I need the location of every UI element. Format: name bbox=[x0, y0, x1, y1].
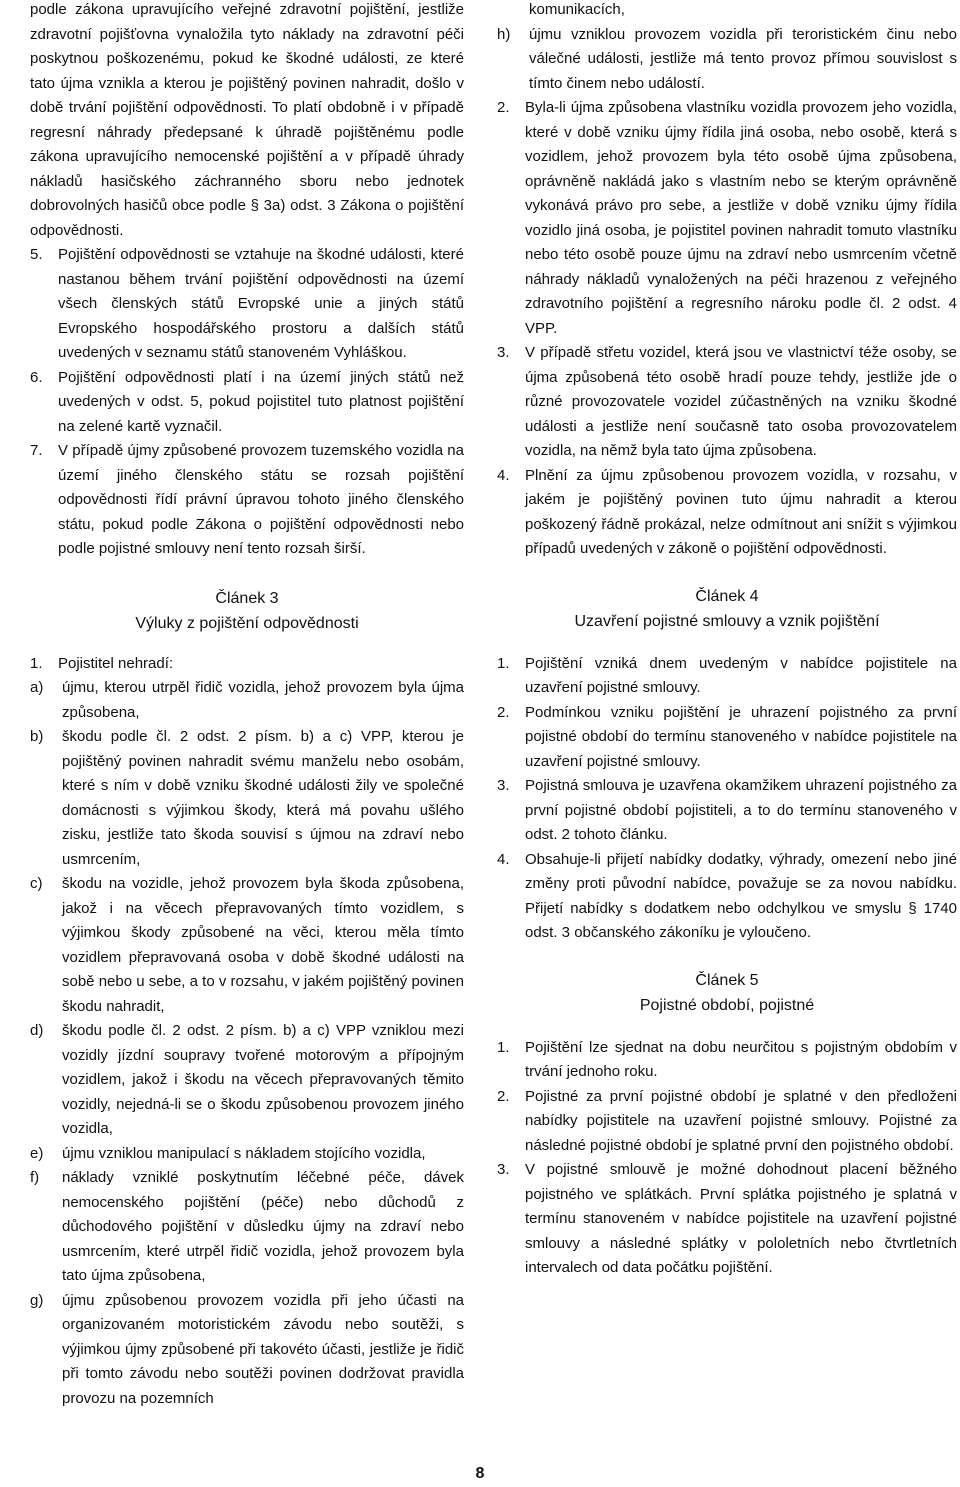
list-item: 3. V případě střetu vozidel, která jsou ve vlastnictví téže osoby, se újma způsobená této osobě hradí pouze tehdy, jestliže jde o různé provozovatele vozidel zúčastněných na vzniku škodné události a jestliže není současně tato osoba provozovatelem vozidla, na němž byla tato újma způsobena. bbox=[497, 344, 957, 459]
sub-item: h) újmu vzniklou provozem vozidla při teroristickém činu nebo válečné události, jestliže má tento provoz přímou souvislost s tímto činem nebo událostí. bbox=[497, 25, 957, 92]
list-item: 3. V pojistné smlouvě je možné dohodnout placení běžného pojistného ve splátkách. První splátka pojistného je splatná v termínu stanoveném v nabídce pojistitele na uzavření pojistné smlouvy a následné splátky v pololetních nebo čtvrtletních intervalech od data počátku pojištění. bbox=[497, 1161, 957, 1276]
continued-paragraph: podle zákona upravujícího veřejné zdravotní pojištění, jestliže zdravotní pojišťovna vynaložila tyto náklady na zdravotní péči poskytnou poškozenému, pokud ke škodné události, ze které tato újma vznikla a kterou je pojištěný povinen nahradit, došlo v době trvání pojištění odpovědnosti. To platí obdobně i v případě regresní náhrady předepsané k úhradě pojištěnému podle zákona upravujícího nemocenské pojištění a v případě úhrady nákladů hasičského záchranného sboru nebo jednotek dobrovolných hasičů obce podle § 3a) odst. 3 Zákona o pojištění odpovědnosti. bbox=[30, 1, 464, 239]
list-item: 2. Byla-li újma způsobena vlastníku vozidla provozem jeho vozidla, které v době vzniku újmy řídila jiná osoba, nebo osobě, která s vozidlem, jehož provozem byla této osobě újma způsobena, oprávněně nakládá jako s vlastním nebo se kterým oprávněně vykonává právo pro sebe, a jestliže v době vzniku újmy řídila vozidlo jiná osoba, je pojistitel povinen nahradit tomuto vlastníku nebo této osobě pouze újmu na zdraví nebo usmrcením včetně náhrady nákladů vynaložených na péči hrazenou z veřejného zdravotního pojištění a regresního nároku podle čl. 2 odst. 4 VPP. bbox=[497, 99, 957, 337]
sub-item: c) škodu na vozidle, jehož provozem byla škoda způsobena, jakož i na věcech přepravovaných tímto vozidlem, s výjimkou škody způsobené na věci, kterou měla tímto vozidlem přepravovaná osoba v době škodné události na sobě nebo u sebe, a to v rozsahu, v jakém pojištěný povinen škodu nahradit, bbox=[30, 875, 464, 1015]
sub-item: d) škodu podle čl. 2 odst. 2 písm. b) a c) VPP vzniklou mezi vozidly jízdní soupravy tvořené motorovým a přípojným vozidlem, jakož i škodu na věcech přepravovaných těmito vozidly, nejedná-li se o škodu způsobenou provozem jiného vozidla, bbox=[30, 1022, 464, 1137]
sub-item: b) škodu podle čl. 2 odst. 2 písm. b) a c) VPP, kterou je pojištěný povinen nahradit svému manželu nebo osobám, které s ním v době vzniku škodné události žily ve společné domácnosti s výjimkou škody, která má povahu ušlého zisku, jestliže tato škoda souvisí s újmou na zdraví nebo usmrcením, bbox=[30, 728, 464, 868]
article-subtitle: Pojistné období, pojistné bbox=[639, 996, 815, 1014]
list-item: 7. V případě újmy způsobené provozem tuzemského vozidla na území jiného členského státu se rozsah pojištění odpovědnosti řídí právní úpravou tohoto jiného členského státu, pokud podle Zákona o pojištění odpovědnosti nebo podle pojistné smlouvy není tento rozsah širší. bbox=[30, 442, 464, 557]
article-subtitle: Uzavření pojistné smlouvy a vznik pojištění bbox=[574, 612, 880, 630]
list-item: 2. Pojistné za první pojistné období je splatné v den předloženi nabídky pojistitele na uzavření pojistné smlouvy. Pojistné za následné pojistné období je splatné první den pojistného období. bbox=[497, 1087, 957, 1154]
list-item: 4. Plnění za újmu způsobenou provozem vozidla, v rozsahu, v jakém je pojištěný povinen tuto újmu nahradit a kterou poškozený řádně prokázal, nelze odmítnout ani snížit s výjimkou případů uvedených v zákoně o pojištění odpovědnosti. bbox=[497, 466, 957, 557]
article-5-heading bbox=[497, 968, 957, 1018]
list-item: 1. Pojištění vzniká dnem uvedeným v nabídce pojistitele na uzavření pojistné smlouvy. bbox=[497, 654, 957, 696]
list-item: 4. Obsahuje-li přijetí nabídky dodatky, výhrady, omezení nebo jiné změny proti původní nabídce, považuje se za novou nabídku. Přijetí nabídky s dodatkem nebo odchylkou ve smyslu § 1740 odst. 3 občanského zákoníku je vyloučeno. bbox=[497, 850, 957, 941]
sub-item: f) náklady vzniklé poskytnutím léčebné péče, dávek nemocenského pojištění (péče) nebo důchodů z důchodového pojištění v důsledku újmy na zdraví nebo usmrcením, které utrpěl řidič vozidla, jehož provozem byla tato újma způsobena, bbox=[30, 1169, 464, 1284]
article-title: Článek 5 bbox=[695, 971, 759, 989]
list-item: 2. Podmínkou vzniku pojištění je uhrazení pojistného za první pojistné období do termínu stanoveného v nabídce pojistitele na uzavření pojistné smlouvy. bbox=[497, 703, 957, 770]
sub-item-continued: komunikacích, bbox=[529, 1, 625, 18]
list-item: 1. Pojištění lze sjednat na dobu neurčitou s pojistným obdobím v trvání jednoho roku. bbox=[497, 1038, 957, 1080]
list-item: 6. Pojištění odpovědnosti platí i na území jiných států než uvedených v odst. 5, pokud pojistitel tuto platnost pojištění na zelené kartě vyznačil. bbox=[30, 368, 464, 435]
page-number: 8 bbox=[475, 1465, 485, 1482]
article-subtitle: Výluky z pojištění odpovědnosti bbox=[135, 614, 359, 632]
sub-item: e) újmu vzniklou manipulací s nákladem stojícího vozidla, bbox=[30, 1144, 426, 1162]
list-item: 1. Pojistitel nehradí: bbox=[30, 654, 174, 672]
article-4-heading bbox=[497, 584, 957, 634]
sub-item: g) újmu způsobenou provozem vozidla při jeho účasti na organizovaném motoristickém závodu nebo soutěži, s výjimkou újmy způsobené při takovéto účasti, jestliže je řidič při tomto závodu nebo soutěži povinen dodržovat pravidla provozu na pozemních bbox=[30, 1291, 464, 1407]
list-item: 5. Pojištění odpovědnosti se vztahuje na škodné události, které nastanou během trvání pojištění odpovědnosti na území všech členských států Evropské unie a jiných států Evropského hospodářského prostoru a dalších států uvedených v seznamu států stanoveném Vyhláškou. bbox=[30, 246, 464, 361]
left-column bbox=[30, 0, 464, 1411]
article-title: Článek 3 bbox=[215, 589, 279, 607]
list-item: 3. Pojistná smlouva je uzavřena okamžikem uhrazení pojistného za první pojistné období pojistiteli, a to do termínu stanoveného v odst. 2 tohoto článku. bbox=[497, 777, 957, 843]
article-title: Článek 4 bbox=[695, 587, 759, 605]
article-3-heading bbox=[30, 586, 464, 636]
sub-item: a) újmu, kterou utrpěl řidič vozidla, jehož provozem byla újma způsobena, bbox=[30, 679, 464, 721]
right-column bbox=[497, 0, 957, 1281]
